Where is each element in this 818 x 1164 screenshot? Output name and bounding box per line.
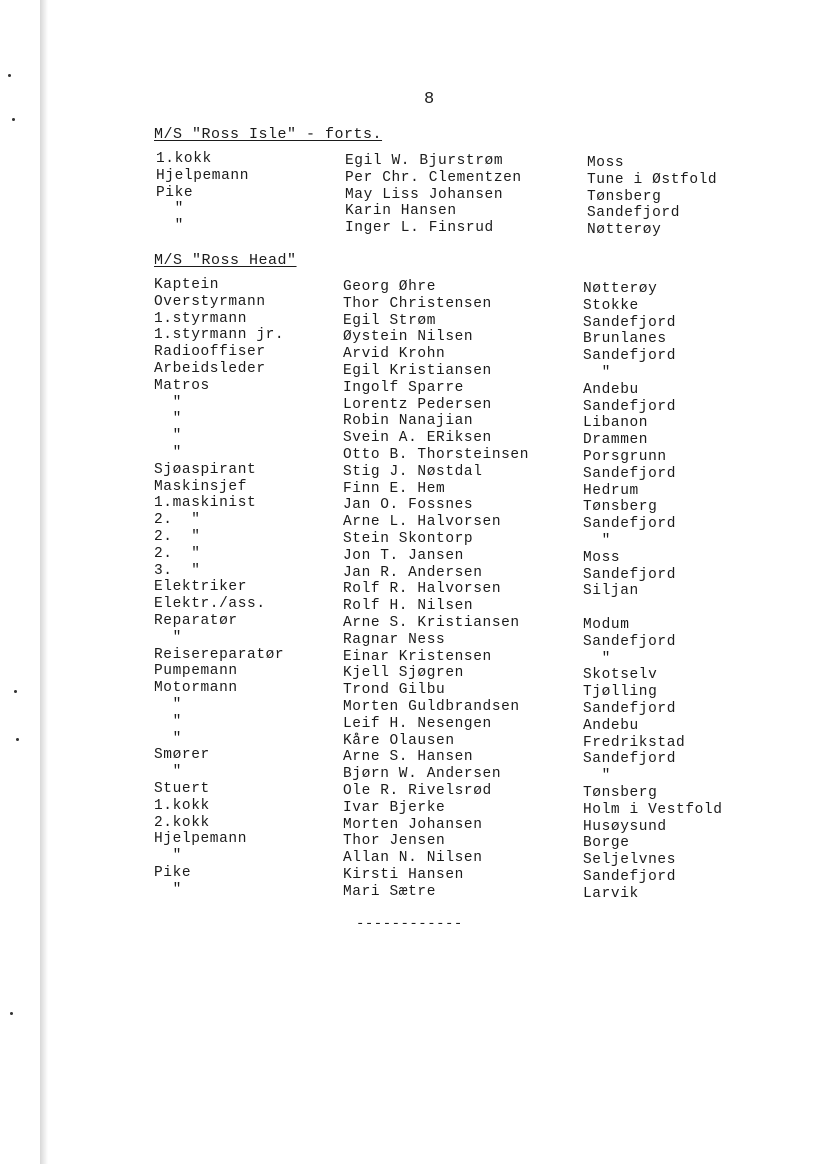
crew-title: Pumpemann: [154, 663, 238, 680]
crew-title: 1.maskinist: [154, 495, 257, 512]
crew-name: Arne S. Hansen: [343, 749, 474, 766]
section1-names-column: [345, 153, 522, 237]
scan-speck: [8, 74, 11, 77]
crew-name: Morten Guldbrandsen: [343, 698, 520, 715]
crew-title: ": [156, 218, 184, 235]
crew-hometown: Andebu: [583, 381, 639, 398]
crew-title: Maskinsjef: [154, 478, 248, 495]
crew-hometown: Seljelvnes: [583, 852, 677, 869]
crew-title: Motormann: [154, 680, 238, 697]
crew-name: Kirsti Hansen: [343, 866, 464, 883]
section-heading-ross-isle: M/S "Ross Isle" - forts.: [154, 126, 383, 143]
crew-name: May Liss Johansen: [345, 186, 504, 203]
crew-name: Jan R. Andersen: [343, 564, 483, 581]
crew-name: Rolf H. Nilsen: [343, 598, 474, 615]
crew-hometown: Borge: [583, 835, 630, 852]
crew-hometown: Nøtterøy: [587, 222, 662, 239]
crew-title: ": [156, 201, 184, 218]
crew-hometown: Stokke: [583, 297, 639, 314]
crew-title: 2. ": [154, 512, 201, 529]
crew-hometown: Skotselv: [583, 667, 658, 684]
crew-hometown: Nøtterøy: [583, 281, 658, 297]
crew-name: Ole R. Rivelsrød: [343, 782, 492, 799]
crew-title: 1.styrmann jr.: [154, 327, 285, 344]
crew-name: Øystein Nilsen: [343, 329, 474, 346]
crew-title: ": [154, 629, 182, 646]
crew-hometown: Sandefjord: [583, 398, 677, 415]
crew-name: Karin Hansen: [345, 203, 457, 220]
crew-name: Kåre Olausen: [343, 732, 455, 749]
crew-name: Allan N. Nilsen: [343, 850, 483, 867]
crew-title: Hjelpemann: [154, 831, 248, 848]
crew-hometown: Sandefjord: [583, 516, 677, 533]
crew-name: Bjørn W. Andersen: [343, 766, 502, 783]
crew-name: Lorentz Pedersen: [343, 396, 492, 413]
crew-name: Arne S. Kristiansen: [343, 614, 520, 631]
crew-title: ": [154, 411, 182, 428]
crew-name: Jan O. Fossnes: [343, 497, 474, 514]
crew-hometown: Tjølling: [583, 684, 658, 701]
crew-title: ": [154, 696, 182, 713]
crew-name: Robin Nanajian: [343, 413, 474, 430]
crew-hometown: Sandefjord: [583, 314, 677, 331]
crew-name: Finn E. Hem: [343, 480, 446, 497]
crew-hometown: Larvik: [583, 885, 639, 902]
crew-title: Elektriker: [154, 579, 248, 596]
crew-hometown: Sandefjord: [587, 205, 681, 222]
section2-places-column: [583, 281, 723, 902]
crew-hometown: Holm i Vestfold: [583, 801, 723, 818]
crew-hometown: Hedrum: [583, 482, 639, 499]
crew-hometown: Libanon: [583, 415, 649, 432]
crew-title: ": [154, 764, 182, 781]
crew-hometown: Drammen: [583, 432, 649, 449]
crew-name: Stig J. Nøstdal: [343, 463, 483, 480]
crew-name: Svein A. ERiksen: [343, 430, 492, 447]
crew-name: Thor Jensen: [343, 833, 446, 850]
crew-title: Radiooffiser: [154, 344, 266, 361]
crew-title: 1.kokk: [154, 797, 210, 814]
section2-titles-column: [154, 277, 284, 898]
crew-hometown: Sandefjord: [583, 633, 677, 650]
crew-name: Kjell Sjøgren: [343, 665, 464, 682]
section-heading-ross-head: M/S "Ross Head": [154, 252, 297, 269]
crew-title: Reparatør: [154, 612, 238, 629]
crew-hometown: Siljan: [583, 583, 639, 600]
section1-titles-column: [156, 151, 249, 235]
page-number: 8: [424, 90, 435, 109]
crew-title: Pike: [154, 864, 192, 881]
crew-hometown: Sandefjord: [583, 566, 677, 583]
crew-title: ": [154, 428, 182, 445]
crew-hometown: ": [583, 532, 611, 549]
crew-name: Jon T. Jansen: [343, 547, 464, 564]
crew-hometown: Moss: [587, 155, 625, 171]
crew-title: Smører: [154, 747, 210, 764]
crew-name: Egil Strøm: [343, 312, 437, 329]
crew-title: Elektr./ass.: [154, 596, 266, 613]
crew-title: Kaptein: [154, 277, 220, 293]
crew-title: 2. ": [154, 528, 201, 545]
crew-hometown: Moss: [583, 549, 621, 566]
crew-name: Trond Gilbu: [343, 682, 446, 699]
scan-speck: [14, 690, 17, 693]
scan-speck: [16, 738, 19, 741]
crew-name: Leif H. Nesengen: [343, 715, 492, 732]
crew-name: Egil Kristiansen: [343, 362, 492, 379]
crew-title: 1.kokk: [156, 151, 212, 167]
crew-title: ": [154, 881, 182, 898]
crew-name: Per Chr. Clementzen: [345, 169, 522, 186]
crew-name: Georg Øhre: [343, 279, 437, 295]
crew-title: Matros: [154, 377, 210, 394]
crew-hometown: Porsgrunn: [583, 448, 667, 465]
crew-title: ": [154, 713, 182, 730]
crew-title: 3. ": [154, 562, 201, 579]
crew-hometown: ": [583, 364, 611, 381]
crew-name: Egil W. Bjurstrøm: [345, 153, 504, 169]
crew-title: 1.styrmann: [154, 310, 248, 327]
crew-name: Ivar Bjerke: [343, 799, 446, 816]
crew-title: Pike: [156, 184, 194, 201]
crew-hometown: ": [583, 768, 611, 785]
crew-hometown: Tune i Østfold: [587, 171, 718, 188]
crew-name: Inger L. Finsrud: [345, 220, 494, 237]
crew-title: ": [154, 848, 182, 865]
crew-name: Morten Johansen: [343, 816, 483, 833]
crew-name: Einar Kristensen: [343, 648, 492, 665]
crew-hometown: Sandefjord: [583, 465, 677, 482]
crew-hometown: Modum: [583, 616, 630, 633]
crew-title: Overstyrmann: [154, 293, 266, 310]
crew-title: ": [154, 394, 182, 411]
crew-hometown: Fredrikstad: [583, 734, 686, 751]
crew-hometown: Andebu: [583, 717, 639, 734]
crew-name: Otto B. Thorsteinsen: [343, 446, 530, 463]
crew-hometown: Sandefjord: [583, 348, 677, 365]
crew-name: Arne L. Halvorsen: [343, 514, 502, 531]
crew-name: Thor Christensen: [343, 295, 492, 312]
crew-title: Stuert: [154, 780, 210, 797]
crew-title: 2.kokk: [154, 814, 210, 831]
scan-speck: [10, 1012, 13, 1015]
crew-name: Arvid Krohn: [343, 346, 446, 363]
crew-hometown: [583, 600, 723, 617]
crew-name: Mari Sætre: [343, 883, 437, 900]
crew-hometown: Tønsberg: [583, 499, 658, 516]
scan-speck: [12, 118, 15, 121]
crew-title: Sjøaspirant: [154, 461, 257, 478]
crew-hometown: Brunlanes: [583, 331, 667, 348]
crew-title: 2. ": [154, 545, 201, 562]
crew-hometown: Tønsberg: [583, 784, 658, 801]
crew-title: ": [154, 444, 182, 461]
crew-hometown: Tønsberg: [587, 188, 662, 205]
section2-names-column: [343, 279, 529, 900]
crew-title: Hjelpemann: [156, 167, 250, 184]
crew-hometown: Sandefjord: [583, 751, 677, 768]
section1-places-column: [587, 155, 717, 239]
crew-name: Rolf R. Halvorsen: [343, 581, 502, 598]
crew-hometown: Husøysund: [583, 818, 667, 835]
crew-name: Stein Skontorp: [343, 530, 474, 547]
crew-title: Arbeidsleder: [154, 360, 266, 377]
scan-binding-edge: [40, 0, 48, 1164]
end-separator: ------------: [356, 916, 463, 932]
crew-hometown: ": [583, 650, 611, 667]
crew-hometown: Sandefjord: [583, 868, 677, 885]
crew-title: Reisereparatør: [154, 646, 285, 663]
crew-name: Ragnar Ness: [343, 631, 446, 648]
crew-name: Ingolf Sparre: [343, 379, 464, 396]
crew-hometown: Sandefjord: [583, 700, 677, 717]
crew-title: ": [154, 730, 182, 747]
